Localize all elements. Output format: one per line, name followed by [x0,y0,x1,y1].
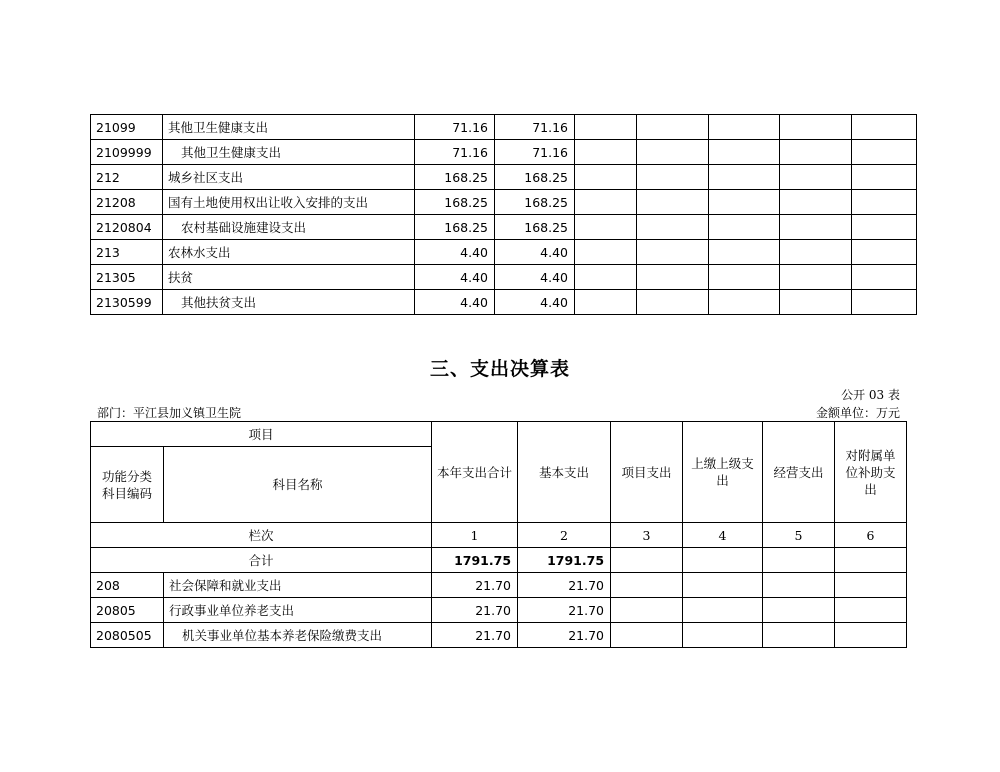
header-basic: 基本支出 [518,422,611,523]
empty-cell [709,240,780,265]
subject-code: 213 [91,240,163,265]
subject-name: 其他卫生健康支出 [163,140,415,165]
empty-cell [575,240,637,265]
header-row-1 [91,422,907,447]
subject-name: 扶贫 [163,265,415,290]
basic-expense: 168.25 [495,215,575,240]
total-expense: 21.70 [432,573,518,598]
basic-expense: 168.25 [495,165,575,190]
empty-cell [683,598,763,623]
empty-cell [709,190,780,215]
subject-code: 2130599 [91,290,163,315]
table-row [91,265,917,290]
total-expense: 168.25 [415,215,495,240]
table-row [91,240,917,265]
empty-cell [611,573,683,598]
total-expense: 4.40 [415,240,495,265]
header-subsidy: 对附属单位补助支出 [835,422,907,523]
empty-cell [709,215,780,240]
total-expense: 71.16 [415,115,495,140]
empty-cell [780,290,852,315]
header-business: 经营支出 [763,422,835,523]
basic-expense: 21.70 [518,623,611,648]
empty-cell [852,240,917,265]
total-expense: 21.70 [432,623,518,648]
empty-cell [683,623,763,648]
empty-cell [852,215,917,240]
sum-business [763,548,835,573]
empty-cell [709,115,780,140]
header-subject-name: 科目名称 [164,447,432,523]
table-row [91,215,917,240]
subject-name: 农林水支出 [163,240,415,265]
empty-cell [611,623,683,648]
empty-cell [709,265,780,290]
header-upper-payment: 上缴上级支出 [683,422,763,523]
empty-cell [575,215,637,240]
sum-label: 合计 [91,548,432,573]
total-expense: 21.70 [432,598,518,623]
empty-cell [637,115,709,140]
table-row [91,623,907,648]
empty-cell [780,240,852,265]
empty-cell [575,165,637,190]
header-project: 项目 [91,422,432,447]
empty-cell [637,265,709,290]
empty-cell [575,290,637,315]
empty-cell [709,140,780,165]
header-project-expense: 项目支出 [611,422,683,523]
empty-cell [575,140,637,165]
subject-code: 21208 [91,190,163,215]
section-title: 三、支出决算表 [429,358,570,380]
index-label: 栏次 [91,523,432,548]
empty-cell [852,165,917,190]
sum-project [611,548,683,573]
empty-cell [611,598,683,623]
subject-name: 城乡社区支出 [163,165,415,190]
subject-name: 国有土地使用权出让收入安排的支出 [163,190,415,215]
subject-name: 农村基础设施建设支出 [163,215,415,240]
empty-cell [852,265,917,290]
total-expense: 4.40 [415,290,495,315]
empty-cell [780,140,852,165]
sum-upper [683,548,763,573]
total-expense: 168.25 [415,190,495,215]
subject-code: 20805 [91,598,164,623]
empty-cell [780,190,852,215]
empty-cell [852,140,917,165]
index-row [91,523,907,548]
subject-code: 212 [91,165,163,190]
empty-cell [763,598,835,623]
empty-cell [852,115,917,140]
empty-cell [637,190,709,215]
table-row [91,573,907,598]
total-expense: 168.25 [415,165,495,190]
amount-unit-label: 金额单位：万元 [815,406,900,420]
subject-code: 21099 [91,115,163,140]
table-row [91,140,917,165]
expense-detail-table-continued [90,114,917,315]
empty-cell [852,290,917,315]
empty-cell [637,140,709,165]
subject-code: 21305 [91,265,163,290]
empty-cell [763,623,835,648]
empty-cell [852,190,917,215]
sum-total: 1791.75 [432,548,518,573]
empty-cell [637,165,709,190]
index-1: 1 [432,523,518,548]
total-expense: 4.40 [415,265,495,290]
total-expense: 71.16 [415,140,495,165]
subject-name: 机关事业单位基本养老保险缴费支出 [164,623,432,648]
basic-expense: 4.40 [495,265,575,290]
subject-code: 2109999 [91,140,163,165]
expenditure-final-accounts-table [90,421,907,648]
empty-cell [780,265,852,290]
index-2: 2 [518,523,611,548]
table-row [91,115,917,140]
empty-cell [709,290,780,315]
empty-cell [709,165,780,190]
empty-cell [835,573,907,598]
table-row [91,598,907,623]
basic-expense: 71.16 [495,115,575,140]
sum-subsidy [835,548,907,573]
table-row [91,190,917,215]
subject-code: 2120804 [91,215,163,240]
basic-expense: 21.70 [518,573,611,598]
basic-expense: 4.40 [495,290,575,315]
empty-cell [835,623,907,648]
basic-expense: 21.70 [518,598,611,623]
subject-name: 社会保障和就业支出 [164,573,432,598]
empty-cell [637,215,709,240]
index-3: 3 [611,523,683,548]
empty-cell [835,598,907,623]
basic-expense: 168.25 [495,190,575,215]
form-code: 公开 03 表 [841,388,900,402]
sum-basic: 1791.75 [518,548,611,573]
empty-cell [637,290,709,315]
empty-cell [683,573,763,598]
header-total: 本年支出合计 [432,422,518,523]
empty-cell [780,165,852,190]
index-5: 5 [763,523,835,548]
subject-code: 2080505 [91,623,164,648]
subject-name: 其他扶贫支出 [163,290,415,315]
subject-code: 208 [91,573,164,598]
header-func-code: 功能分类科目编码 [91,447,164,523]
empty-cell [575,265,637,290]
index-6: 6 [835,523,907,548]
empty-cell [637,240,709,265]
empty-cell [780,115,852,140]
basic-expense: 71.16 [495,140,575,165]
table-row [91,290,917,315]
subject-name: 其他卫生健康支出 [163,115,415,140]
department-label: 部门：平江县加义镇卫生院 [97,406,242,420]
subject-name: 行政事业单位养老支出 [164,598,432,623]
basic-expense: 4.40 [495,240,575,265]
empty-cell [780,215,852,240]
empty-cell [575,115,637,140]
sum-row [91,548,907,573]
empty-cell [575,190,637,215]
empty-cell [763,573,835,598]
table-row [91,165,917,190]
index-4: 4 [683,523,763,548]
